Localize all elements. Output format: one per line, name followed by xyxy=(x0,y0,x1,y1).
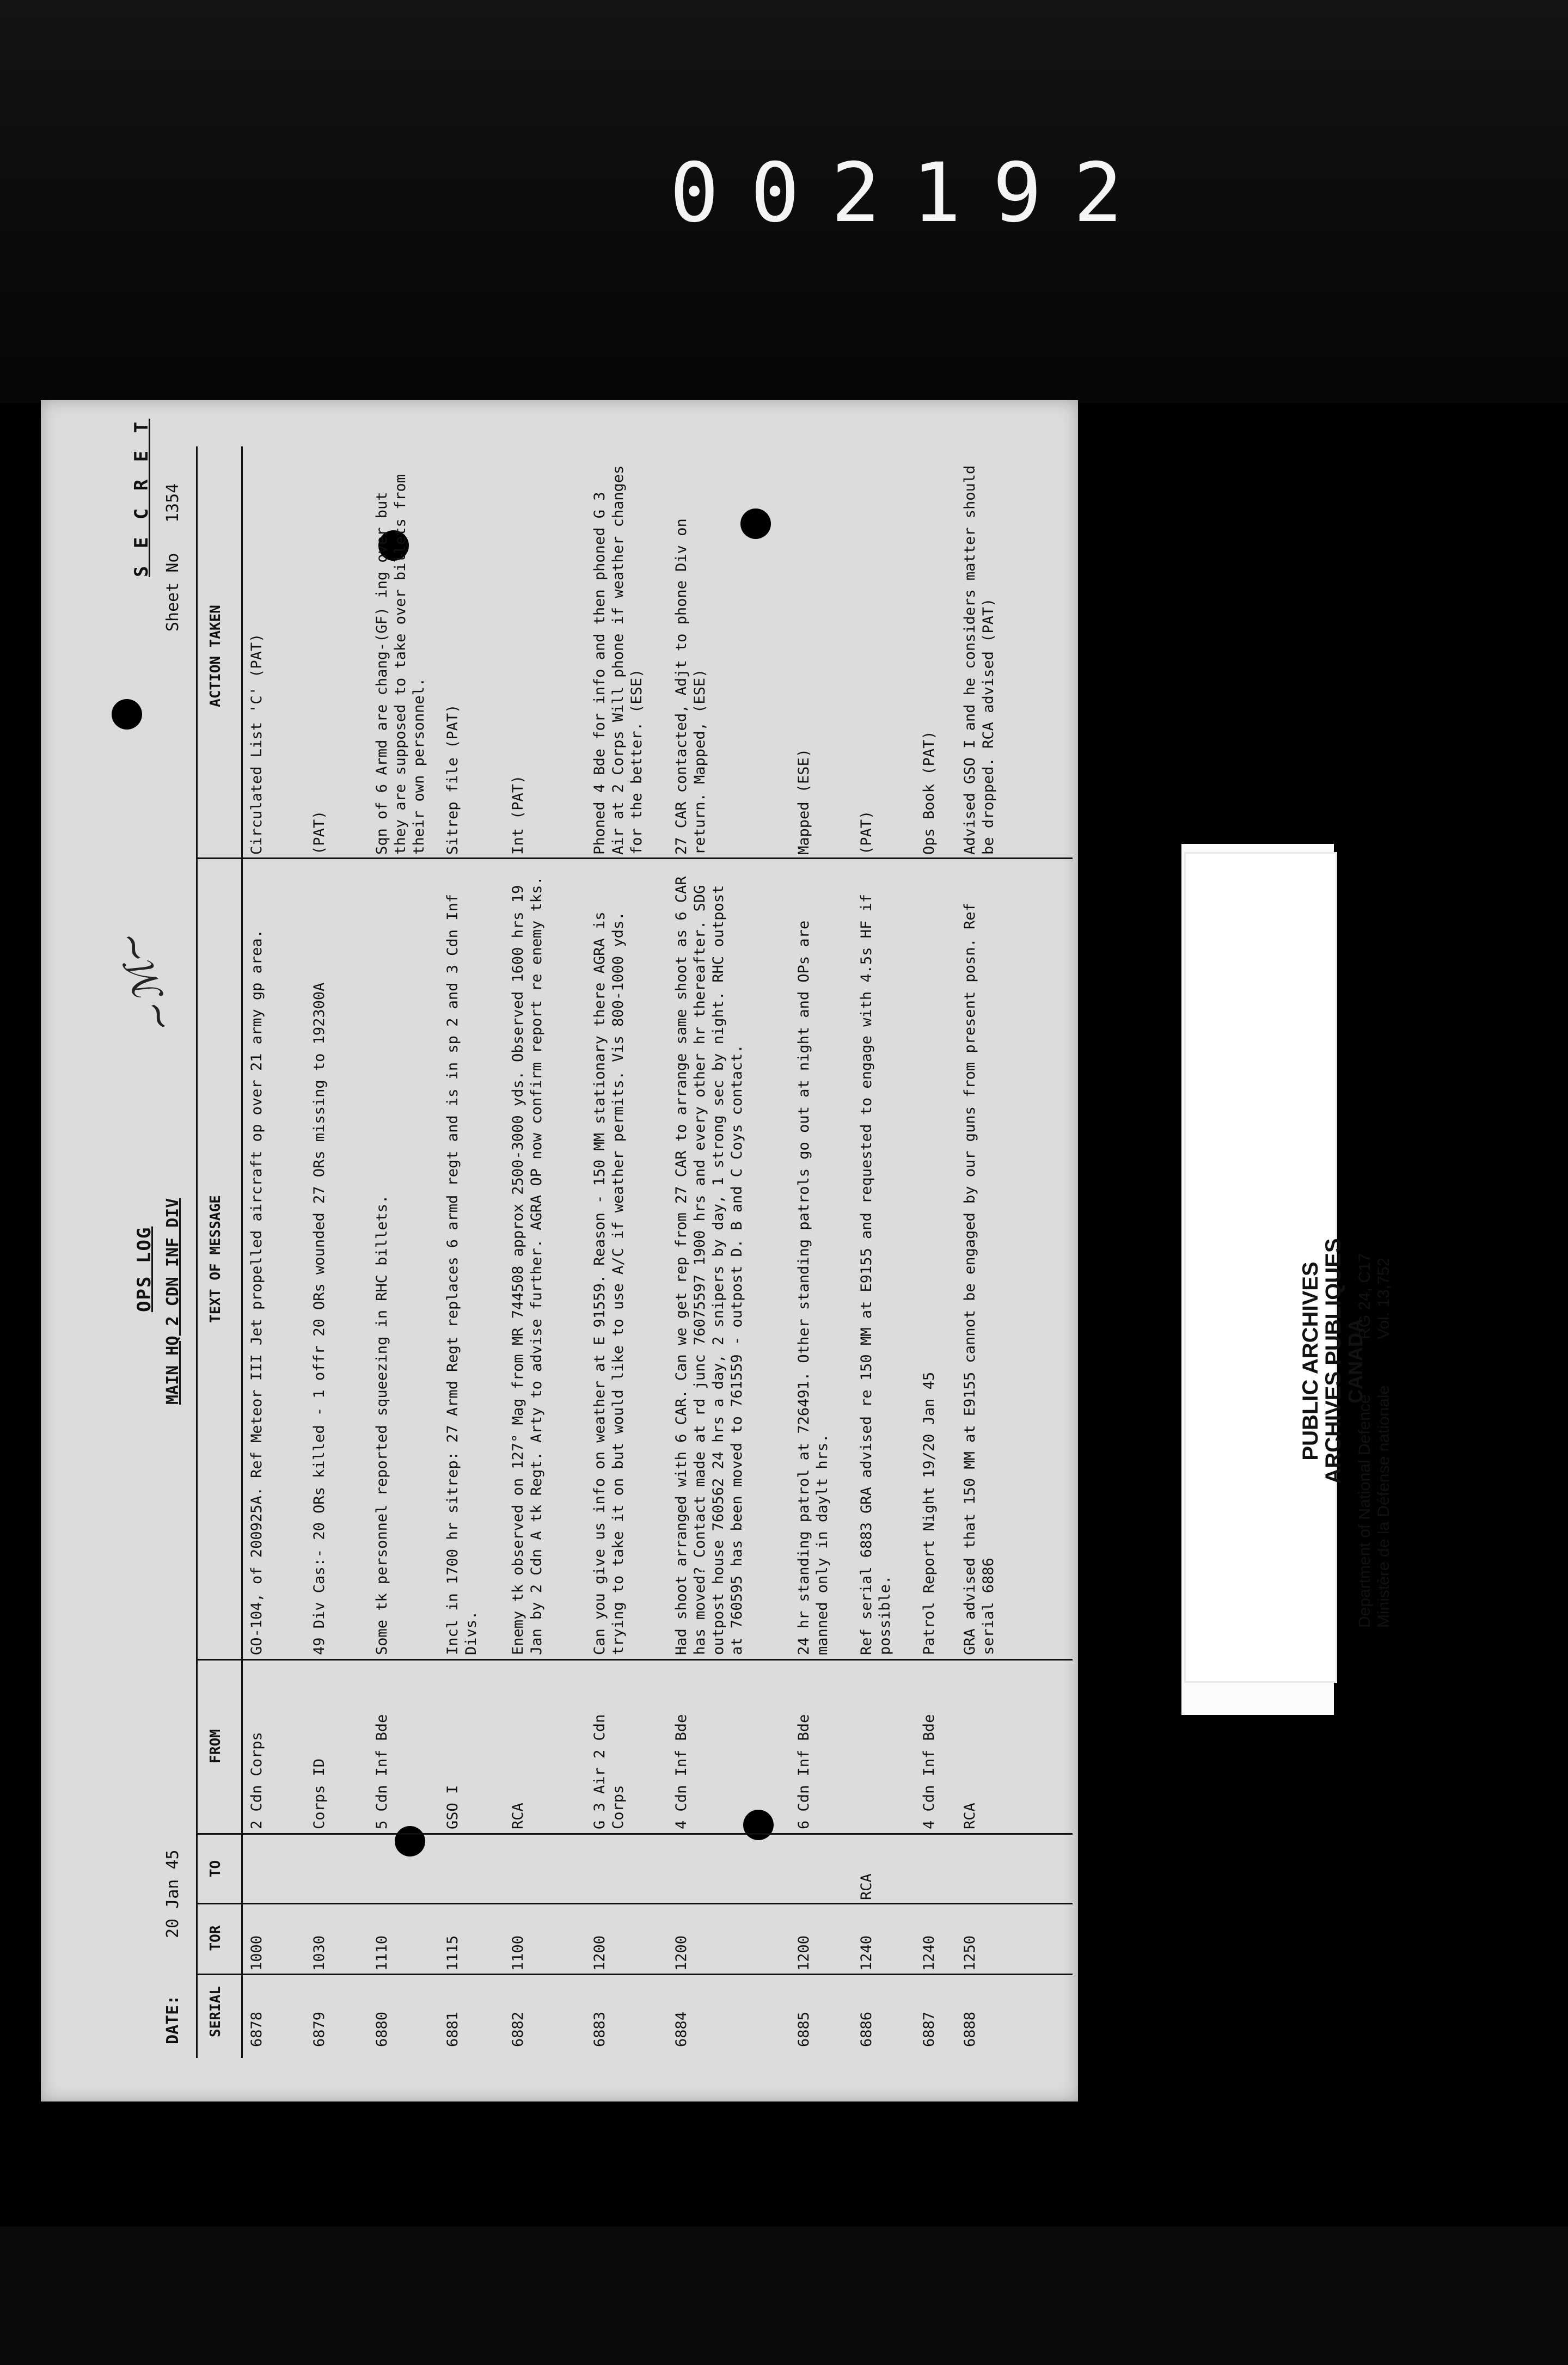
action-cell: Sitrep file (PAT) xyxy=(444,704,461,855)
serial-cell: 6887 xyxy=(921,2011,938,2047)
archive-name-en: PUBLIC ARCHIVES xyxy=(1298,1261,1322,1461)
tor-cell: 1240 xyxy=(858,1935,875,1971)
action-cell: 27 CAR contacted, Adjt to phone Div on return. Mapped, (ESE) xyxy=(673,518,708,855)
action-cell: Mapped (ESE) xyxy=(795,748,812,855)
from-cell: GSO I xyxy=(444,1785,461,1829)
tor-cell: 1030 xyxy=(311,1935,328,1971)
sheet-number: 1354 xyxy=(163,483,182,523)
message-cell: Ref serial 6883 GRA advised re 150 MM at E9155 and requested to engage with 4.5s HF if possible. xyxy=(858,894,893,1655)
message-cell: 24 hr standing patrol at 726491. Other standing patrols go out at night and OPs are manned only in daylt hrs. xyxy=(795,920,831,1655)
table-row xyxy=(857,400,901,2101)
table-row xyxy=(248,400,313,2101)
column-header-rule xyxy=(241,446,243,2058)
ops-log-content xyxy=(41,400,1078,2101)
serial-cell: 6878 xyxy=(248,2011,265,2047)
serial-cell: 6879 xyxy=(311,2011,328,2047)
message-cell: Some tk personnel reported squeezing in RHC billets. xyxy=(373,1194,390,1655)
message-cell: GRA advised that 150 MM at E9155 cannot be engaged by our guns from present posn. Ref serial 6886 xyxy=(961,903,997,1655)
table-top-rule xyxy=(196,446,198,2058)
from-cell: 2 Cdn Corps xyxy=(248,1732,265,1829)
message-cell: Enemy tk observed on 127° Mag from MR 744508 approx 2500-3000 yds. Observed 1600 hrs 19 Jan by 2 Cdn A tk Regt. Arty to advise further. AGRA OP now confirm report re enemy tks. xyxy=(510,876,545,1655)
serial-cell: 6884 xyxy=(673,2011,690,2047)
log-date: 20 Jan 45 xyxy=(163,1849,182,1938)
from-cell: RCA xyxy=(961,1803,978,1829)
tor-cell: 1115 xyxy=(444,1935,461,1971)
film-band-bottom xyxy=(0,2227,1568,2365)
frame-number: 002192 xyxy=(670,146,1154,241)
department-en: Department of National Defence xyxy=(1356,1394,1374,1628)
tor-cell: 1110 xyxy=(373,1935,390,1971)
col-header-to: TO xyxy=(207,1860,224,1878)
message-cell: GO-104, of 200925A. Ref Meteor III Jet propelled aircraft op over 21 army gp area. xyxy=(248,929,265,1655)
department-fr: Ministère de la Défense nationale xyxy=(1375,1385,1393,1628)
to-cell: RCA xyxy=(858,1873,875,1900)
handwritten-signature: ~ℳ~ xyxy=(106,925,184,1039)
action-cell: Sqn of 6 Armd are chang-(GF) ing over but they are supposed to take over billets from their own personnel. xyxy=(373,474,427,855)
table-row xyxy=(509,400,574,2101)
sheet-number-label: Sheet No xyxy=(163,553,182,632)
serial-cell: 6888 xyxy=(961,2011,978,2047)
col-header-text: TEXT OF MESSAGE xyxy=(207,1195,224,1323)
action-cell: (PAT) xyxy=(311,810,328,855)
action-cell: Ops Book (PAT) xyxy=(921,731,938,855)
serial-cell: 6885 xyxy=(795,2011,812,2047)
table-row xyxy=(672,400,787,2101)
message-cell: 49 Div Cas:- 20 ORs killed - 1 offr 20 ORs wounded 27 ORs missing to 192300A xyxy=(311,982,328,1655)
action-cell: (PAT) xyxy=(858,810,875,855)
col-header-serial: SERIAL xyxy=(207,1986,224,2037)
from-cell: 4 Cdn Inf Bde xyxy=(673,1714,690,1829)
table-row xyxy=(591,400,667,2101)
archive-label-text xyxy=(1298,893,1435,1644)
message-cell: Patrol Report Night 19/20 Jan 45 xyxy=(921,1371,938,1655)
date-label: DATE: xyxy=(163,1995,182,2044)
table-row xyxy=(444,400,509,2101)
from-cell: RCA xyxy=(510,1803,526,1829)
table-row xyxy=(310,400,376,2101)
from-cell: Corps ID xyxy=(311,1758,328,1829)
volume-number: Vol. 13,752 xyxy=(1375,1257,1393,1339)
action-cell: Advised GSO I and he considers matter should be dropped. RCA advised (PAT) xyxy=(961,465,997,855)
table-row xyxy=(961,400,1043,2101)
tor-cell: 1240 xyxy=(921,1935,938,1971)
table-row xyxy=(795,400,838,2101)
col-header-action: ACTION TAKEN xyxy=(207,605,224,707)
from-cell: 5 Cdn Inf Bde xyxy=(373,1714,390,1829)
archive-country: CANADA xyxy=(1344,1319,1367,1404)
table-row xyxy=(920,400,953,2101)
from-cell: 6 Cdn Inf Bde xyxy=(795,1714,812,1829)
action-cell: Int (PAT) xyxy=(510,775,526,855)
serial-cell: 6881 xyxy=(444,2011,461,2047)
tor-cell: 1200 xyxy=(673,1935,690,1971)
from-cell: G 3 Air 2 Cdn Corps xyxy=(591,1714,627,1829)
serial-cell: 6882 xyxy=(510,2011,526,2047)
log-title: OPS LOG xyxy=(133,1226,155,1312)
message-cell: Had shoot arranged with 6 CAR. Can we get rep from 27 CAR to arrange same shoot as 6 CAR has moved? Contact made at rd junc 76075597 1900 hrs and every other hr thereafter. SDG outpost house 760562 24 hrs a day, 2 snipers by day, 1 strong sec by night. RHC outpost at 760595 has been moved to 761559 - outpost D. B and C Coys contact. xyxy=(673,876,745,1655)
message-cell: Incl in 1700 hr sitrep: 27 Armd Regt replaces 6 armd regt and is in sp 2 and 3 Cdn Inf Divs. xyxy=(444,894,480,1655)
record-group: RG 24, C17 xyxy=(1356,1253,1374,1339)
serial-cell: 6883 xyxy=(591,2011,608,2047)
message-cell: Can you give us info on weather at E 91559. Reason - 150 MM stationary there AGRA is trying to take it on but would like to use A/C if weather permits. Vis 800-1000 yds. xyxy=(591,911,627,1655)
tor-cell: 1000 xyxy=(248,1935,265,1971)
action-cell: Phoned 4 Bde for info and then phoned G 3 Air at 2 Corps Will phone if weather changes for the better. (ESE) xyxy=(591,465,645,855)
tor-cell: 1200 xyxy=(591,1935,608,1971)
tor-cell: 1200 xyxy=(795,1935,812,1971)
serial-cell: 6886 xyxy=(858,2011,875,2047)
archive-name-fr: ARCHIVES PUBLIQUES xyxy=(1321,1238,1345,1484)
from-cell: 4 Cdn Inf Bde xyxy=(921,1714,938,1829)
ops-log-sheet xyxy=(41,400,1078,2101)
action-cell: Circulated List 'C' (PAT) xyxy=(248,633,265,855)
tor-cell: 1250 xyxy=(961,1935,978,1971)
punch-hole-icon xyxy=(112,699,142,730)
col-header-tor: TOR xyxy=(207,1925,224,1951)
unit-name: MAIN HQ 2 CDN INF DIV xyxy=(163,1198,182,1405)
serial-cell: 6880 xyxy=(373,2011,390,2047)
classification-stamp: S E C R E T xyxy=(131,418,152,577)
col-header-from: FROM xyxy=(207,1729,224,1763)
tor-cell: 1100 xyxy=(510,1935,526,1971)
table-row xyxy=(373,400,438,2101)
